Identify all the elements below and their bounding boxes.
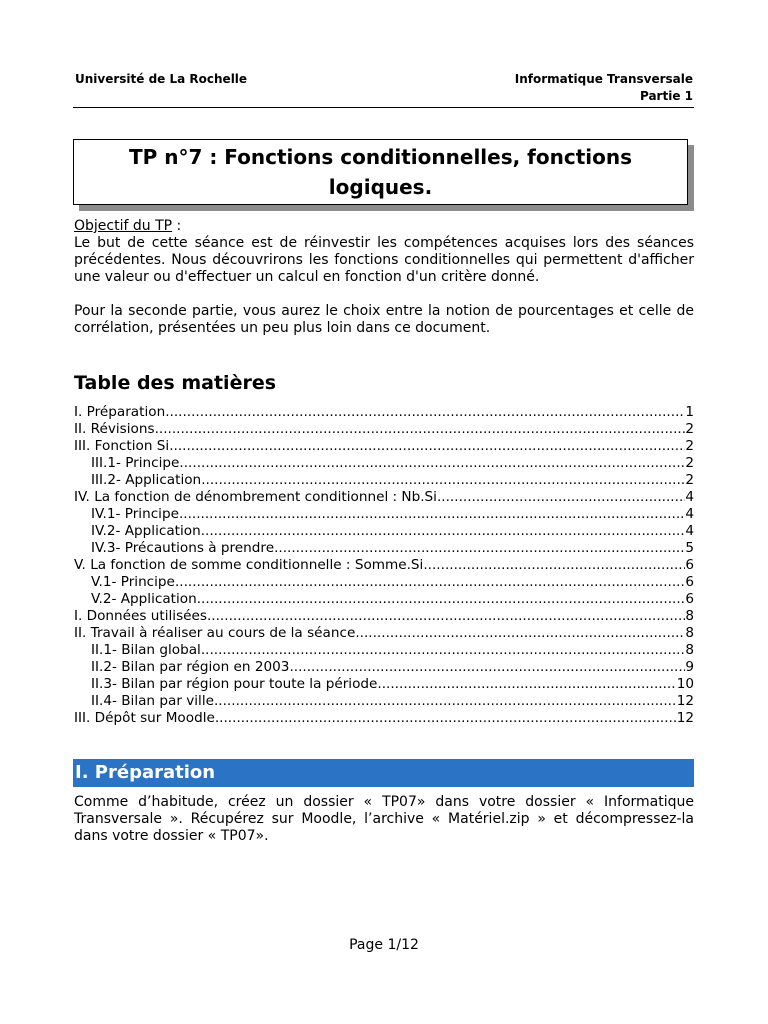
toc-entry-page: 8 (685, 625, 694, 641)
toc-entry-leader (179, 455, 685, 472)
toc-entry-leader (423, 557, 685, 574)
toc-entry-leader (377, 676, 676, 693)
section-heading-text: I. Préparation (75, 762, 216, 783)
header-university: Université de La Rochelle (75, 72, 248, 86)
toc-entry-leader (215, 710, 677, 727)
toc-entry-page: 10 (676, 676, 694, 692)
toc-entry-label: V.1- Principe (91, 574, 175, 590)
toc-entry-page: 2 (685, 438, 694, 454)
objectif-heading (74, 218, 694, 235)
toc-entry-leader (197, 591, 686, 608)
section-preparation-body: Comme d’habitude, créez un dossier « TP07» dans votre dossier « Informatique Transversale ». Récupérez sur Moodle, l’archive « Matériel.zip » et décompressez-la dans votre dossier « TP07». (74, 794, 694, 844)
header-rule (73, 107, 694, 108)
toc-entry-page: 8 (685, 642, 694, 658)
toc-entry-page: 12 (676, 710, 694, 726)
table-of-contents (74, 404, 694, 727)
toc-entry-leader (437, 489, 685, 506)
toc-entry-label: II.2- Bilan par région en 2003 (91, 659, 290, 675)
toc-entry-leader (214, 693, 677, 710)
toc-entry[interactable] (74, 421, 694, 438)
toc-entry-label: II.1- Bilan global (91, 642, 201, 658)
toc-entry-label: IV. La fonction de dénombrement conditionnel : Nb.Si (74, 489, 437, 505)
toc-entry-page: 2 (685, 472, 694, 488)
toc-entry-leader (289, 659, 685, 676)
toc-entry[interactable] (74, 591, 694, 608)
toc-entry-label: IV.3- Précautions à prendre (91, 540, 275, 556)
title-line-2: logiques. (328, 175, 433, 199)
toc-entry-label: I. Données utilisées (74, 608, 207, 624)
toc-entry[interactable] (74, 693, 694, 710)
toc-entry-leader (155, 421, 686, 438)
toc-entry-label: III. Fonction Si (74, 438, 170, 454)
objectif-paragraph-1: Le but de cette séance est de réinvestir les compétences acquises lors des séances précédentes. Nous découvrirons les fonctions conditionnelles qui permettent d'afficher une valeur ou d'effectuer un calcul en fonction d'un critère donné. (74, 235, 694, 285)
toc-entry-page: 8 (685, 608, 694, 624)
toc-entry-leader (274, 540, 685, 557)
toc-entry-leader (201, 472, 685, 489)
toc-entry-leader (169, 438, 685, 455)
toc-entry-label: II.3- Bilan par région pour toute la période (91, 676, 378, 692)
toc-entry[interactable] (74, 489, 694, 506)
toc-entry-page: 2 (685, 421, 694, 437)
toc-entry[interactable] (74, 540, 694, 557)
toc-entry-page: 12 (676, 693, 694, 709)
toc-entry[interactable] (74, 659, 694, 676)
toc-entry[interactable] (74, 557, 694, 574)
toc-entry-leader (179, 506, 685, 523)
objectif-label: Objectif du TP (74, 218, 173, 234)
toc-entry-label: II.4- Bilan par ville (91, 693, 214, 709)
toc-entry[interactable] (74, 625, 694, 642)
toc-entry[interactable] (74, 455, 694, 472)
toc-entry[interactable] (74, 642, 694, 659)
header-course (515, 71, 693, 105)
toc-entry[interactable] (74, 472, 694, 489)
toc-entry-page: 4 (685, 523, 694, 539)
toc-entry-leader (201, 642, 686, 659)
toc-entry-page: 9 (685, 659, 694, 675)
toc-entry-page: 6 (685, 591, 694, 607)
toc-entry[interactable] (74, 506, 694, 523)
toc-entry-label: II. Révisions (74, 421, 155, 437)
toc-entry-page: 5 (685, 540, 694, 556)
title-line-1: TP n°7 : Fonctions conditionnelles, fonctions (128, 145, 633, 169)
toc-entry-label: I. Préparation (74, 404, 166, 420)
toc-entry-page: 6 (685, 574, 694, 590)
toc-entry-leader (207, 608, 685, 625)
toc-entry-label: IV.2- Application (91, 523, 201, 539)
toc-entry[interactable] (74, 608, 694, 625)
toc-entry-page: 4 (685, 506, 694, 522)
toc-entry-page: 1 (685, 404, 694, 420)
toc-entry-label: V.2- Application (91, 591, 197, 607)
toc-entry-leader (175, 574, 685, 591)
toc-entry-label: IV.1- Principe (91, 506, 179, 522)
toc-entry-leader (201, 523, 686, 540)
toc-entry-page: 6 (685, 557, 694, 573)
toc-entry-leader (355, 625, 685, 642)
toc-entry[interactable] (74, 574, 694, 591)
page-number: Page 1/12 (349, 937, 419, 953)
toc-entry-label: III.1- Principe (91, 455, 180, 471)
header-course-part: Partie 1 (639, 89, 693, 103)
toc-entry[interactable] (74, 710, 694, 727)
toc-entry[interactable] (74, 438, 694, 455)
toc-heading: Table des matières (74, 372, 277, 394)
objectif-colon: : (172, 218, 182, 234)
toc-entry[interactable] (74, 676, 694, 693)
toc-entry-page: 2 (685, 455, 694, 471)
toc-entry[interactable] (74, 404, 694, 421)
toc-entry-label: II. Travail à réaliser au cours de la séance (74, 625, 356, 641)
toc-entry[interactable] (74, 523, 694, 540)
toc-entry-label: III.2- Application (91, 472, 202, 488)
toc-entry-label: III. Dépôt sur Moodle (74, 710, 215, 726)
objectif-paragraph-2: Pour la seconde partie, vous aurez le choix entre la notion de pourcentages et celle de corrélation, présentées un peu plus loin dans ce document. (74, 303, 694, 336)
header-course-title: Informatique Transversale (514, 72, 693, 86)
section-heading-preparation (73, 759, 694, 787)
toc-entry-page: 4 (685, 489, 694, 505)
toc-entry-label: V. La fonction de somme conditionnelle : Somme.Si (74, 557, 424, 573)
title-box (73, 139, 688, 205)
toc-entry-leader (165, 404, 685, 421)
